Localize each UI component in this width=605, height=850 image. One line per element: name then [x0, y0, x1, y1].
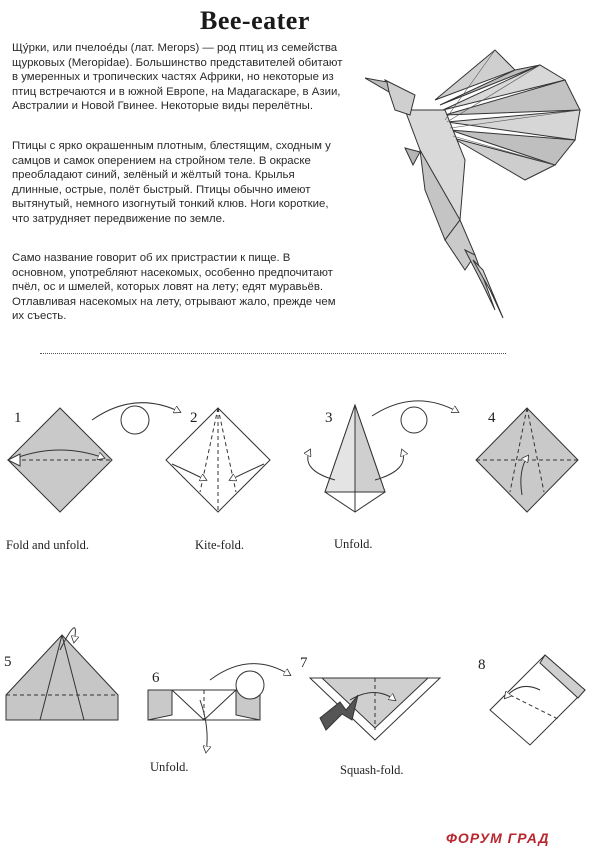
description-paragraph: Птицы с ярко окрашенным плотным, блестящим, сходным у самцов и самок оперением на стройном теле. В окраске преобладают синий, зелёный и жёлтый тона. Крылья длинные, острые, полёт быстрый. Птицы обычно имеют вытянутый, немного изогнутый тонкий клюв. Ноги короткие, что затрудняет передвижение по земле. [12, 140, 331, 225]
step-7-diagram [310, 678, 440, 740]
step-2-diagram [166, 408, 270, 512]
step-5-diagram [6, 628, 118, 720]
bee-eater-origami-illustration [365, 40, 595, 320]
step-8-diagram [490, 655, 585, 745]
step-7-number: 7 [300, 655, 308, 671]
folding-diagrams [0, 380, 605, 780]
step-3-diagram [308, 405, 404, 512]
step-4-diagram [476, 408, 578, 512]
step-1-label: Fold and unfold. [6, 538, 89, 552]
step-6-diagram [148, 664, 290, 752]
step-6-number: 6 [152, 670, 160, 686]
step-1-diagram [8, 408, 112, 512]
step-3-number: 3 [325, 410, 333, 426]
step-5-number: 5 [4, 654, 12, 670]
intro-paragraph: Щу́рки, или пчелое́ды (лат. Merops) — род птиц из семейства щурковых (Meropidae). Большинство представителей обитают в умеренных и тропических частях Африки, но некоторые из птиц встречаются и в южной Европе, на Мадагаскаре, в Азии, Австралии и Новой Гвинее. Некоторые виды перелётны. [12, 42, 343, 113]
diet-paragraph: Само название говорит об их пристрастии к пище. В основном, употребляют насекомых, особенно предпочитают пчёл, ос и шмелей, которых ловят на лету; едят муравьёв. Отлавливая насекомых на лету, отрывают жало, прежде чем их съесть. [12, 252, 336, 323]
step-6-label: Unfold. [150, 760, 189, 774]
step-2-number: 2 [190, 410, 198, 426]
step-7-label: Squash-fold. [340, 763, 404, 777]
step-4-number: 4 [488, 410, 496, 426]
section-divider [40, 353, 506, 354]
page-title: Bee-eater [200, 6, 310, 35]
step-2-label: Kite-fold. [195, 538, 244, 552]
step-3-label: Unfold. [334, 537, 373, 551]
footer-watermark: ФОРУМ ГРАД [446, 830, 550, 846]
step-8-number: 8 [478, 657, 486, 673]
step-1-number: 1 [14, 410, 22, 426]
